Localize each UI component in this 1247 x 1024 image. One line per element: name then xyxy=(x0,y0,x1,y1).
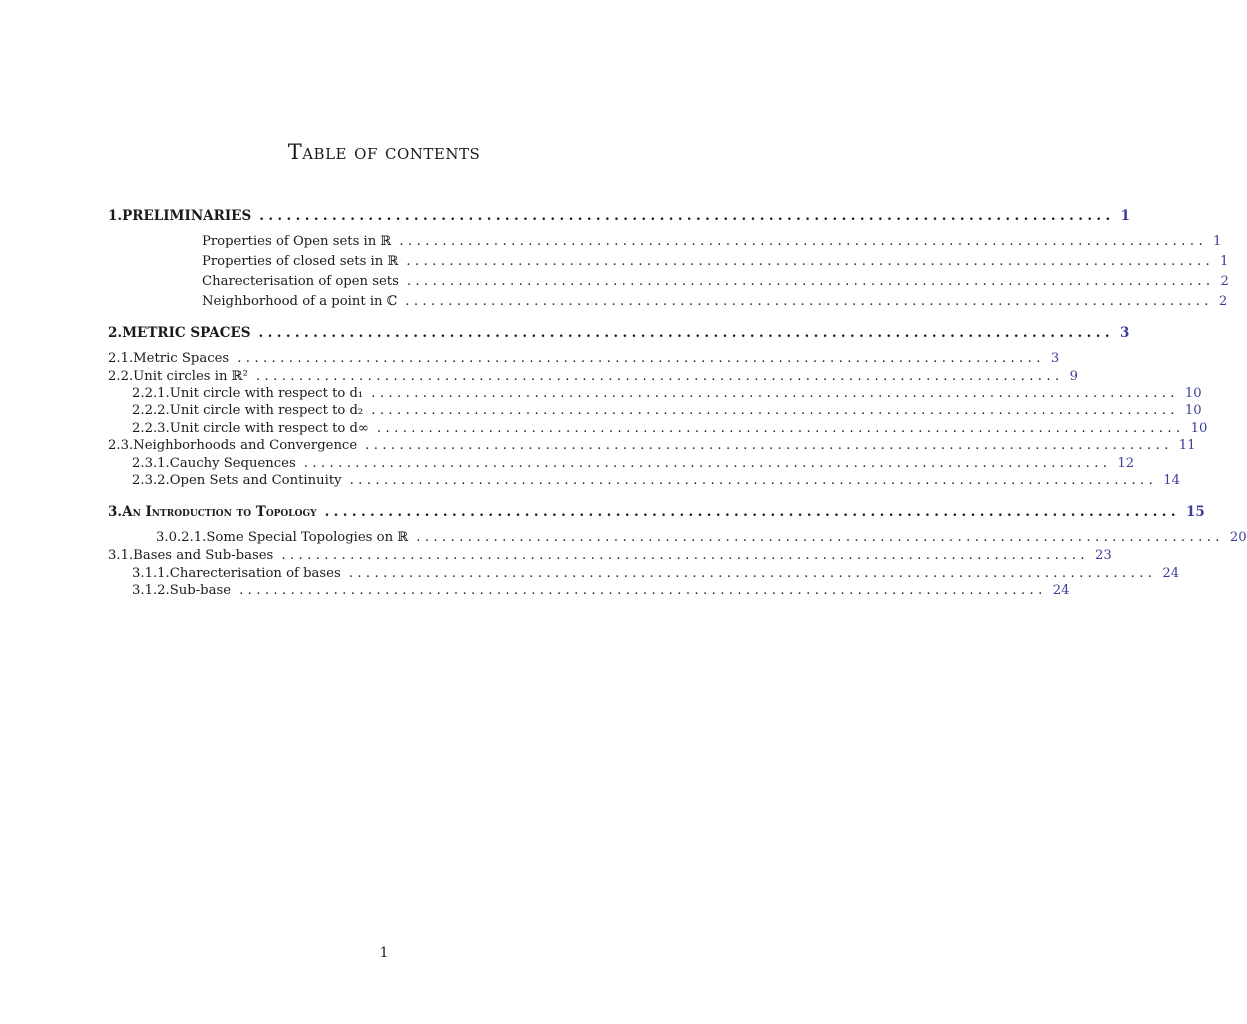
toc-entry-number: 3.1.2. xyxy=(132,583,170,598)
toc-leader-dots: .............................................................................................. xyxy=(416,530,1224,545)
toc-entry-label: Unit circles in ℝ² xyxy=(133,369,248,384)
toc-entry-label: Charecterisation of open sets xyxy=(202,274,399,289)
toc-title: Table of contents xyxy=(287,140,481,164)
toc-entry-section[interactable] xyxy=(108,368,1078,385)
toc-entry[interactable] xyxy=(202,233,1222,250)
toc-entry-page[interactable]: 15 xyxy=(1185,504,1205,520)
toc-entry-label: Some Special Topologies on ℝ xyxy=(206,530,409,545)
toc-entry-number: 3.0.2.1. xyxy=(156,530,207,545)
toc-entry-page[interactable]: 10 xyxy=(1184,386,1202,401)
toc-entry-page[interactable]: 2 xyxy=(1220,274,1229,289)
toc-entry-page[interactable]: 23 xyxy=(1094,548,1112,563)
toc-entry-number: 2.2.1. xyxy=(132,386,170,401)
toc-entry-page[interactable]: 2 xyxy=(1218,294,1228,309)
toc-entry-label: Metric Spaces xyxy=(133,351,230,366)
toc-leader-dots: .............................................................................................. xyxy=(258,325,1114,341)
toc-leader-dots: .............................................................................................. xyxy=(259,208,1115,224)
toc-entry-label: Bases and Sub-bases xyxy=(133,548,274,563)
toc-entry-page[interactable]: 3 xyxy=(1050,351,1060,366)
toc-leader-dots: .............................................................................................. xyxy=(365,438,1173,453)
toc-leader-dots: .............................................................................................. xyxy=(376,421,1185,436)
toc-leader-dots: .............................................................................................. xyxy=(399,234,1208,249)
toc-entry-subsubsection[interactable] xyxy=(156,529,1247,546)
toc-entry-label: An Introduction to Topology xyxy=(122,504,317,520)
toc-entry-page[interactable]: 9 xyxy=(1069,369,1078,384)
toc-leader-dots: .............................................................................................. xyxy=(371,386,1179,401)
toc-entry-chapter-1[interactable] xyxy=(108,208,1131,225)
toc-entry-number: 2.3.2. xyxy=(132,473,170,488)
toc-entry-number: 2.3. xyxy=(108,438,134,453)
toc-entry-page[interactable]: 14 xyxy=(1163,473,1180,488)
toc-leader-dots: .............................................................................................. xyxy=(303,456,1112,471)
toc-entry-page[interactable]: 24 xyxy=(1052,583,1070,598)
toc-entry-label: Properties of closed sets in ℝ xyxy=(202,254,399,269)
toc-entry-page[interactable]: 12 xyxy=(1117,456,1135,471)
toc-leader-dots: .............................................................................................. xyxy=(239,583,1047,598)
toc-entry-number: 2.1. xyxy=(108,351,134,366)
toc-entry-label: Unit circle with respect to d∞ xyxy=(169,421,369,436)
toc-entry-label: Neighborhoods and Convergence xyxy=(133,438,358,453)
toc-entry[interactable] xyxy=(202,273,1229,290)
toc-entry-page[interactable]: 1 xyxy=(1220,254,1229,269)
toc-entry-label: Properties of Open sets in ℝ xyxy=(202,234,392,249)
toc-entry-section[interactable] xyxy=(108,437,1196,454)
toc-entry-page[interactable]: 20 xyxy=(1229,530,1247,545)
toc-leader-dots: .............................................................................................. xyxy=(405,294,1213,309)
toc-entry-page[interactable]: 10 xyxy=(1184,403,1202,418)
toc-entry-number: 3.1.1. xyxy=(132,566,170,581)
toc-entry-number: 1. xyxy=(108,208,123,224)
toc-entry-page[interactable]: 3 xyxy=(1119,325,1130,341)
toc-entry-label: Charecterisation of bases xyxy=(169,566,341,581)
toc-entry-number: 3. xyxy=(108,504,123,520)
toc-entry-label: Unit circle with respect to d₂ xyxy=(169,403,364,418)
toc-entry-label: Cauchy Sequences xyxy=(169,456,296,471)
toc-entry[interactable] xyxy=(202,293,1228,310)
toc-entry-page[interactable]: 10 xyxy=(1190,421,1208,436)
toc-entry-number: 2.2. xyxy=(108,369,134,384)
toc-entry-number: 2.2.2. xyxy=(132,403,170,418)
toc-entry-page[interactable]: 24 xyxy=(1162,566,1180,581)
toc-entry-number: 2.3.1. xyxy=(132,456,170,471)
toc-entry-label: PRELIMINARIES xyxy=(122,208,252,224)
toc-entry-number: 2.2.3. xyxy=(132,421,170,436)
toc-entry-number: 2. xyxy=(108,325,123,341)
toc-leader-dots: .............................................................................................. xyxy=(371,403,1179,418)
toc-entry-subsection[interactable] xyxy=(132,582,1070,599)
toc-entry-subsection[interactable] xyxy=(132,420,1208,437)
toc-entry-number: 3.1. xyxy=(108,548,134,563)
toc-entry-label: Sub-base xyxy=(169,583,232,598)
toc-leader-dots: .............................................................................................. xyxy=(406,254,1215,269)
toc-leader-dots: .............................................................................................. xyxy=(324,504,1180,520)
toc-entry-chapter-2[interactable] xyxy=(108,325,1130,342)
toc-entry-label: Unit circle with respect to d₁ xyxy=(169,386,364,401)
toc-leader-dots: .............................................................................................. xyxy=(281,548,1089,563)
toc-leader-dots: .............................................................................................. xyxy=(255,369,1064,384)
toc-entry-subsection[interactable] xyxy=(132,472,1180,489)
page-number: 1 xyxy=(379,945,389,961)
toc-leader-dots: .............................................................................................. xyxy=(349,473,1158,488)
toc-entry-label: Neighborhood of a point in ℂ xyxy=(202,294,398,309)
toc-entry-page[interactable]: 11 xyxy=(1178,438,1196,453)
toc-leader-dots: .............................................................................................. xyxy=(237,351,1045,366)
toc-entry-subsection[interactable] xyxy=(132,402,1202,419)
toc-entry-subsection[interactable] xyxy=(132,565,1180,582)
toc-leader-dots: .............................................................................................. xyxy=(348,566,1157,581)
toc-entry-section[interactable] xyxy=(108,350,1060,367)
toc-entry-section[interactable] xyxy=(108,547,1112,564)
toc-entry-page[interactable]: 1 xyxy=(1213,234,1222,249)
toc-entry-label: Open Sets and Continuity xyxy=(169,473,342,488)
toc-entry[interactable] xyxy=(202,253,1229,270)
toc-entry-subsection[interactable] xyxy=(132,385,1202,402)
toc-entry-subsection[interactable] xyxy=(132,455,1135,472)
toc-entry-page[interactable]: 1 xyxy=(1120,208,1131,224)
toc-entry-label: METRIC SPACES xyxy=(122,325,251,341)
toc-entry-chapter-3[interactable] xyxy=(108,504,1205,521)
toc-leader-dots: .............................................................................................. xyxy=(406,274,1215,289)
